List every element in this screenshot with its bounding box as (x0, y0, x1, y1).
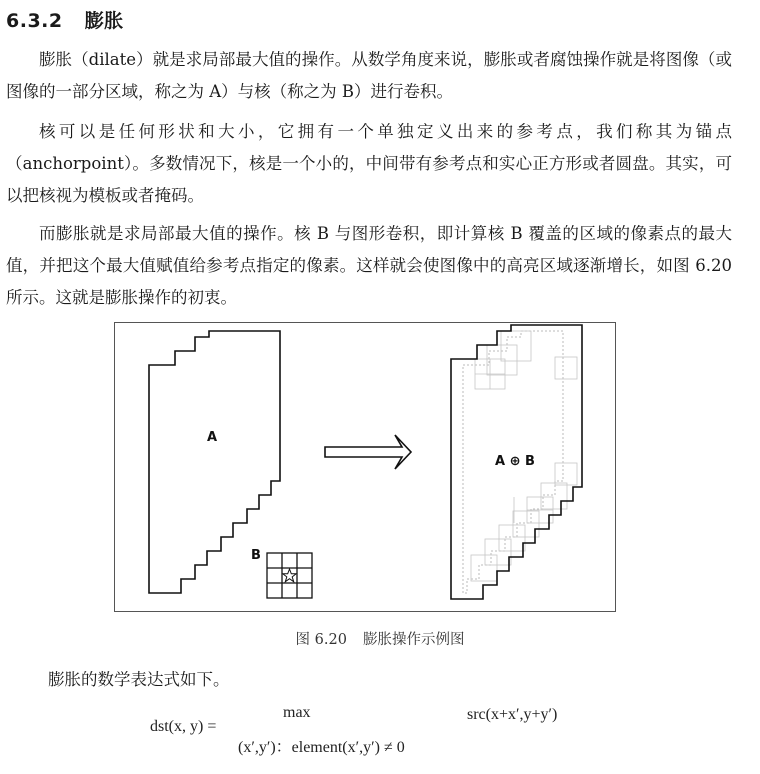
section-heading (6, 6, 124, 33)
formula-lhs: dst(x, y) = (150, 718, 217, 735)
section-number: 6.3.2 (6, 10, 63, 32)
formula-intro: 膨胀的数学表达式如下。 (48, 670, 230, 689)
paragraph-1: 膨胀（dilate）就是求局部最大值的操作。从数学角度来说，膨胀或者腐蚀操作就是将图像（或图像的一部分区域，称之为 A）与核（称之为 B）进行卷积。 (6, 50, 732, 101)
caption-number: 图 6.20 (295, 632, 347, 648)
paragraph-3: 而膨胀就是求局部最大值的操作。核 B 与图形卷积，即计算核 B 覆盖的区域的像素点的最大值，并把这个最大值赋值给参考点指定的像素。这样就会使图像中的高亮区域逐渐增长，如图 6.20 所示。这就是膨胀操作的初衷。 (6, 224, 732, 307)
section-title: 膨胀 (84, 10, 124, 32)
label-a: A (207, 430, 218, 445)
formula-rhs: src(x+x′,y+y′) (467, 706, 558, 723)
label-b: B (251, 548, 261, 563)
caption-text: 膨胀操作示例图 (362, 632, 465, 648)
formula-max: max (283, 704, 311, 721)
arrow-icon (325, 435, 411, 469)
figure-caption (0, 628, 760, 649)
dilation-figure (114, 322, 616, 612)
label-result: A ⊕ B (495, 454, 535, 469)
paragraph-2: 核可以是任何形状和大小，它拥有一个单独定义出来的参考点，我们称其为锚点（anchorpoint）。多数情况下，核是一个小的，中间带有参考点和实心正方形或者圆盘。其实，可以把核视为模板或者掩码。 (6, 122, 732, 205)
kernel-b (267, 553, 312, 598)
dilation-diagram (115, 323, 617, 613)
anchor-star-icon (283, 569, 296, 582)
formula-condition: (x′,y′)：element(x′,y′) ≠ 0 (238, 739, 405, 756)
